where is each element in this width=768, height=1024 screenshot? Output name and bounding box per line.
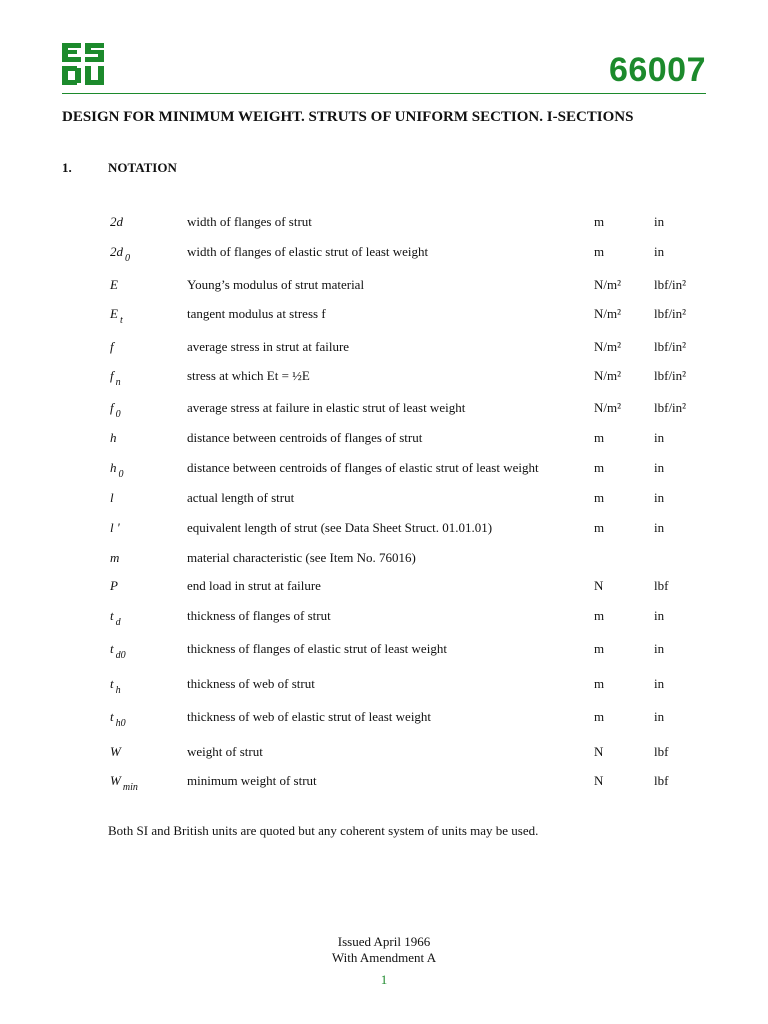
symbol-main: f bbox=[110, 368, 114, 383]
symbol-main: P bbox=[110, 578, 118, 593]
si-unit: m bbox=[594, 520, 605, 535]
british-unit: in bbox=[654, 641, 665, 656]
notation-row bbox=[108, 460, 708, 478]
issue-info bbox=[0, 934, 768, 966]
symbol-main: 2d bbox=[110, 214, 123, 229]
british-unit: lbf bbox=[654, 744, 669, 759]
si-unit: m bbox=[594, 244, 605, 259]
notation-description: thickness of web of strut bbox=[187, 676, 315, 691]
notation-description: thickness of flanges of strut bbox=[187, 608, 331, 623]
symbol-subscript: h bbox=[115, 685, 121, 696]
british-unit: lbf/in² bbox=[654, 277, 687, 292]
british-unit: in bbox=[654, 490, 665, 505]
si-unit: m bbox=[594, 608, 605, 623]
notation-symbol bbox=[110, 773, 138, 791]
symbol-main: f bbox=[110, 339, 114, 354]
notation-symbol bbox=[110, 676, 121, 694]
symbol-subscript: 0 bbox=[115, 409, 121, 420]
symbol-main: t bbox=[110, 709, 114, 724]
notation-row bbox=[108, 277, 708, 295]
symbol-subscript: 0 bbox=[125, 253, 130, 264]
notation-symbol bbox=[110, 641, 126, 659]
notation-symbol bbox=[110, 214, 123, 230]
british-unit: in bbox=[654, 214, 665, 229]
notation-description: end load in strut at failure bbox=[187, 578, 321, 593]
notation-symbol bbox=[110, 430, 117, 446]
notation-row bbox=[108, 550, 708, 568]
notation-symbol bbox=[110, 490, 114, 506]
symbol-main: t bbox=[110, 608, 114, 623]
page-number: 1 bbox=[380, 972, 388, 987]
notation-row bbox=[108, 676, 708, 694]
notation-description: thickness of web of elastic strut of least weight bbox=[187, 709, 432, 724]
notation-row bbox=[108, 490, 708, 508]
notation-description: Young’s modulus of strut material bbox=[187, 277, 365, 292]
notation-symbol bbox=[110, 339, 114, 355]
notation-symbol bbox=[110, 744, 121, 760]
notation-symbol bbox=[110, 608, 121, 626]
si-unit: m bbox=[594, 214, 605, 229]
si-unit: m bbox=[594, 430, 605, 445]
document-number: 66007 bbox=[608, 51, 706, 89]
si-unit: N bbox=[594, 773, 604, 788]
amendment-note: With Amendment A bbox=[331, 950, 437, 965]
si-unit: N/m² bbox=[594, 306, 622, 321]
notation-description: stress at which Et = ½E bbox=[187, 368, 310, 383]
section-title: NOTATION bbox=[108, 160, 177, 175]
notation-description: equivalent length of strut (see Data Sheet Struct. 01.01.01) bbox=[187, 520, 493, 535]
notation-description: distance between centroids of flanges of strut bbox=[187, 430, 423, 445]
section-heading bbox=[62, 160, 177, 176]
notation-symbol bbox=[110, 460, 124, 478]
symbol-subscript: d bbox=[115, 617, 121, 628]
symbol-subscript: t bbox=[119, 315, 123, 326]
symbol-main: E bbox=[110, 277, 118, 292]
notation-row bbox=[108, 744, 708, 762]
notation-description: average stress in strut at failure bbox=[187, 339, 350, 354]
si-unit: m bbox=[594, 490, 605, 505]
symbol-main: W bbox=[110, 773, 121, 788]
si-unit: N bbox=[594, 578, 604, 593]
british-unit: lbf bbox=[654, 578, 669, 593]
notation-row bbox=[108, 709, 708, 727]
symbol-main: l bbox=[110, 490, 114, 505]
notation-row bbox=[108, 578, 708, 596]
notation-row bbox=[108, 400, 708, 418]
notation-row bbox=[108, 214, 708, 232]
symbol-main: h bbox=[110, 430, 117, 445]
notation-row bbox=[108, 641, 708, 659]
notation-symbol bbox=[110, 306, 123, 324]
british-unit: in bbox=[654, 430, 665, 445]
notation-row bbox=[108, 306, 708, 324]
header-divider bbox=[62, 93, 706, 94]
notation-symbol bbox=[110, 244, 130, 262]
notation-description: width of flanges of strut bbox=[187, 214, 312, 229]
notation-row bbox=[108, 368, 708, 386]
si-unit: N bbox=[594, 744, 604, 759]
notation-symbol bbox=[110, 277, 118, 293]
si-unit: N/m² bbox=[594, 277, 622, 292]
symbol-main: m bbox=[110, 550, 120, 565]
notation-row bbox=[108, 608, 708, 626]
symbol-subscript: h0 bbox=[115, 718, 126, 729]
notation-description: width of flanges of elastic strut of least weight bbox=[187, 244, 429, 259]
symbol-subscript: d0 bbox=[115, 650, 126, 661]
notation-row bbox=[108, 520, 708, 538]
british-unit: in bbox=[654, 460, 665, 475]
symbol-subscript: 0 bbox=[118, 469, 124, 480]
si-unit: N/m² bbox=[594, 400, 622, 415]
symbol-main: l ' bbox=[110, 520, 120, 535]
symbol-subscript: n bbox=[115, 377, 121, 388]
notation-symbol bbox=[110, 520, 120, 536]
notation-description: actual length of strut bbox=[187, 490, 295, 505]
notation-symbol bbox=[110, 550, 119, 566]
notation-symbol bbox=[110, 709, 126, 727]
notation-row bbox=[108, 244, 708, 262]
notation-description: tangent modulus at stress f bbox=[187, 306, 326, 321]
esdu-logo bbox=[62, 43, 104, 85]
si-unit: m bbox=[594, 460, 605, 475]
si-unit: N/m² bbox=[594, 339, 622, 354]
notation-description: distance between centroids of flanges of elastic strut of least weight bbox=[187, 460, 539, 475]
british-unit: in bbox=[654, 709, 665, 724]
british-unit: in bbox=[654, 520, 665, 535]
symbol-subscript: min bbox=[122, 782, 138, 793]
british-unit: in bbox=[654, 608, 665, 623]
british-unit: in bbox=[654, 676, 665, 691]
british-unit: lbf/in² bbox=[654, 368, 687, 383]
notation-symbol bbox=[110, 368, 121, 386]
si-unit: m bbox=[594, 676, 605, 691]
notation-description: material characteristic (see Item No. 76016) bbox=[187, 550, 416, 565]
notation-row bbox=[108, 430, 708, 448]
british-unit: lbf bbox=[654, 773, 669, 788]
symbol-main: W bbox=[110, 744, 121, 759]
si-unit: m bbox=[594, 709, 605, 724]
units-footnote: Both SI and British units are quoted but any coherent system of units may be used. bbox=[108, 823, 539, 838]
british-unit: lbf/in² bbox=[654, 400, 687, 415]
si-unit: m bbox=[594, 641, 605, 656]
notation-description: weight of strut bbox=[187, 744, 263, 759]
symbol-main: t bbox=[110, 676, 114, 691]
symbol-main: 2d bbox=[110, 244, 123, 259]
section-number: 1. bbox=[62, 160, 72, 175]
british-unit: lbf/in² bbox=[654, 339, 687, 354]
notation-description: average stress at failure in elastic strut of least weight bbox=[187, 400, 466, 415]
issued-date: Issued April 1966 bbox=[337, 934, 431, 949]
document-title: DESIGN FOR MINIMUM WEIGHT. STRUTS OF UNIFORM SECTION. I-SECTIONS bbox=[62, 109, 634, 125]
british-unit: lbf/in² bbox=[654, 306, 687, 321]
notation-symbol bbox=[110, 578, 118, 594]
si-unit: N/m² bbox=[594, 368, 622, 383]
british-unit: in bbox=[654, 244, 665, 259]
symbol-main: E bbox=[110, 306, 118, 321]
symbol-main: h bbox=[110, 460, 117, 475]
notation-description: minimum weight of strut bbox=[187, 773, 317, 788]
notation-description: thickness of flanges of elastic strut of least weight bbox=[187, 641, 447, 656]
notation-symbol bbox=[110, 400, 121, 418]
notation-row bbox=[108, 773, 708, 791]
notation-row bbox=[108, 339, 708, 357]
symbol-main: f bbox=[110, 400, 114, 415]
symbol-main: t bbox=[110, 641, 114, 656]
